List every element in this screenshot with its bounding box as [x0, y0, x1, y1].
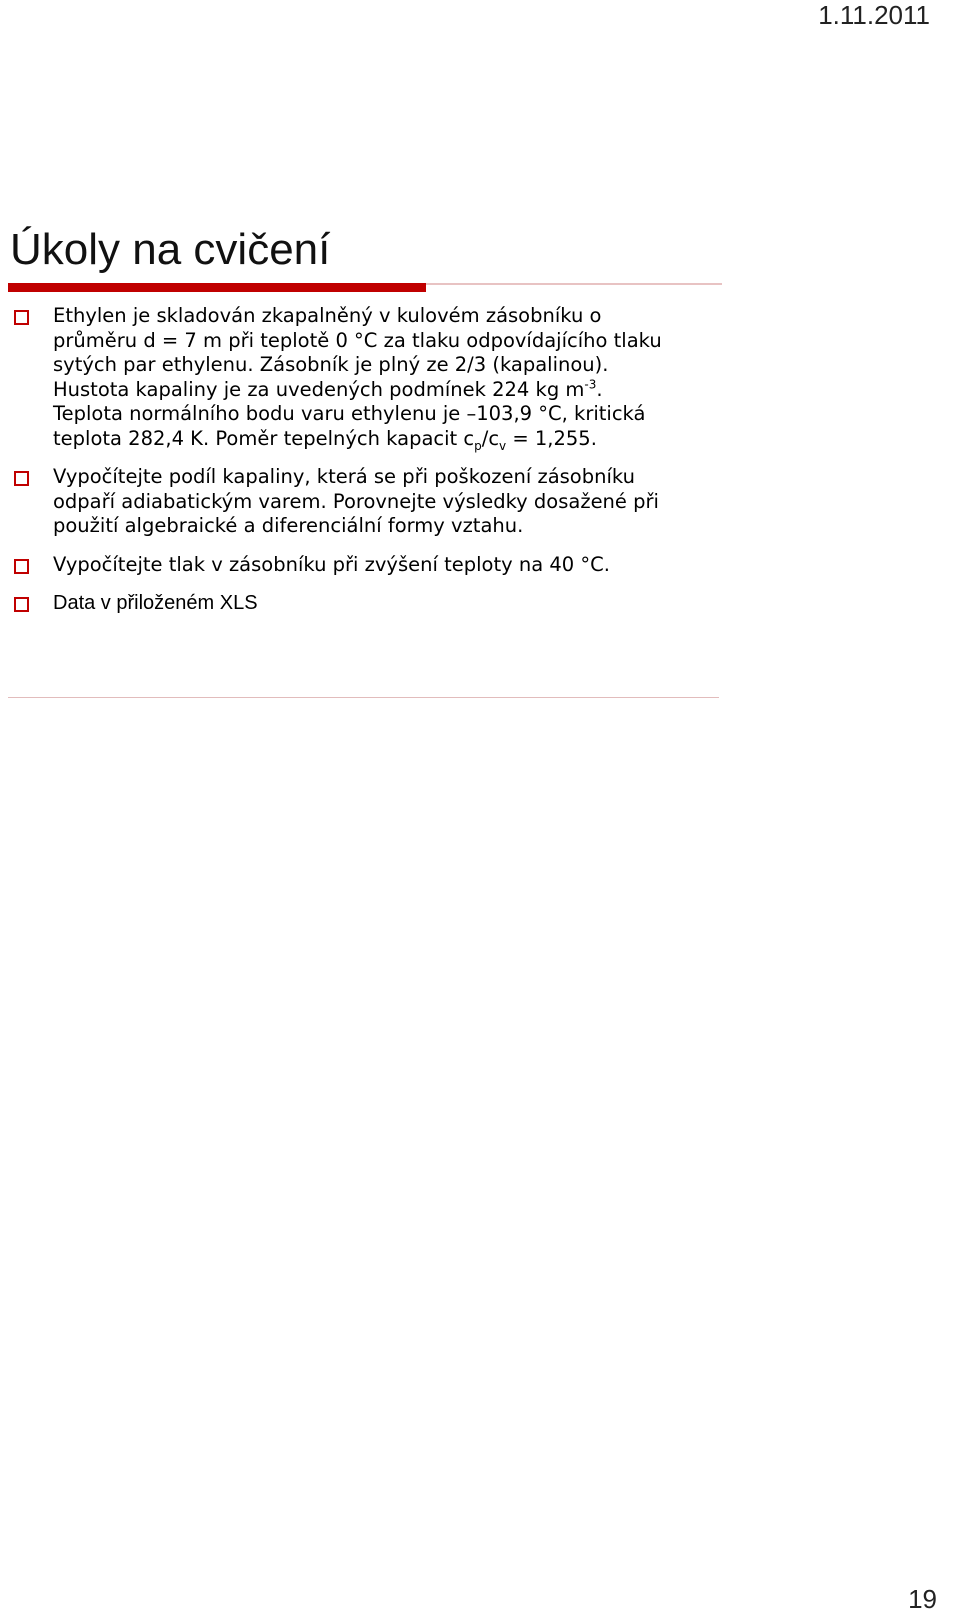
bullet-item-evaporation-task — [12, 465, 712, 539]
bullet-line: odpaří adiabatickým varem. Porovnejte výsledky dosažené při — [53, 489, 659, 513]
bullet-item-pressure-task — [12, 553, 712, 578]
subscript: p — [474, 438, 482, 453]
slide-title: Úkoly na cvičení — [10, 225, 331, 274]
square-bullet-icon — [14, 471, 29, 486]
bullet-line: Vypočítejte podíl kapaliny, která se při poškození zásobníku — [53, 465, 635, 488]
bullet-line: Vypočítejte tlak v zásobníku při zvýšení teploty na 40 °C. — [53, 552, 610, 576]
subscript: v — [499, 438, 507, 453]
square-bullet-icon — [14, 559, 29, 574]
bullet-line: Hustota kapaliny je za uvedených podmínek 224 kg m — [53, 377, 585, 401]
bullet-line: /c — [481, 426, 500, 450]
square-bullet-icon — [14, 597, 29, 612]
bullet-line: Ethylen je skladován zkapalněný v kulovém zásobníku o — [53, 304, 602, 327]
bullet-line: = 1,255. — [506, 426, 597, 450]
square-bullet-icon — [14, 310, 29, 325]
bullet-line: sytých par ethylenu. Zásobník je plný ze 2/3 (kapalinou). — [53, 353, 609, 376]
bullet-line: průměru d = 7 m při teplotě 0 °C za tlaku odpovídajícího tlaku — [53, 328, 662, 352]
bullet-line: Data v přiloženém XLS — [53, 592, 258, 614]
bullet-line: teplota 282,4 K. Poměr tepelných kapacit c — [53, 426, 475, 450]
bullet-list — [12, 304, 712, 630]
page-number: 19 — [908, 1584, 937, 1614]
bullet-item-data-note — [12, 591, 712, 616]
bullet-line: . — [596, 377, 603, 401]
title-underline-accent — [8, 283, 426, 292]
content-bottom-divider — [8, 697, 719, 698]
bullet-line: použití algebraické a diferenciální formy vztahu. — [53, 514, 524, 537]
superscript: -3 — [584, 377, 597, 391]
slide-date: 1.11.2011 — [818, 0, 930, 30]
bullet-item-storage-problem — [12, 304, 712, 451]
bullet-line: Teplota normálního bodu varu ethylenu je –103,9 °C, kritická — [53, 402, 646, 425]
